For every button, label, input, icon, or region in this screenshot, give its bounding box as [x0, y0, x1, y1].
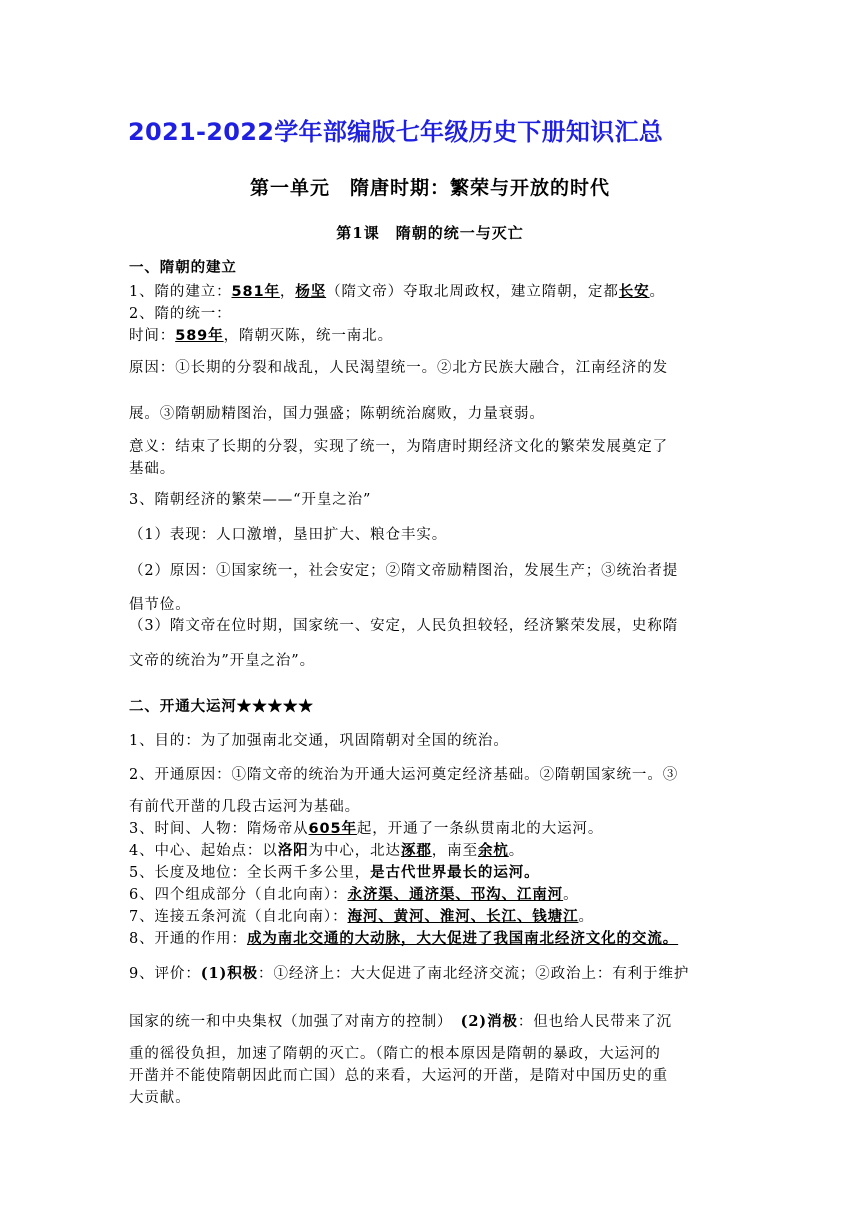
sec2-line-12: 重的徭役负担，加速了隋朝的灭亡。（隋亡的根本原因是隋朝的暴政，大运河的 [129, 1046, 661, 1062]
unit-title: 第一单元 隋唐时期：繁荣与开放的时代 [249, 177, 610, 199]
text: 。 [563, 887, 579, 903]
key-capital: 长安 [618, 283, 650, 300]
sec2-line-11 [129, 1011, 729, 1033]
text: 为中心，北达 [308, 843, 401, 859]
sec2-line-10 [129, 963, 729, 985]
text: 5、长度及地位：全长两千多公里， [129, 865, 371, 881]
sec2-line-7 [129, 884, 729, 906]
text: 时间： [129, 328, 176, 344]
sec2-line-4 [129, 818, 729, 840]
text: 。 [508, 843, 525, 859]
key-place: 涿郡 [400, 842, 432, 859]
sec2-line-5 [129, 840, 729, 862]
sec2-line-8 [129, 906, 729, 928]
section-1-heading: 一、隋朝的建立 [129, 259, 237, 276]
key-fact: 成为南北交通的大动脉，大大促进了我国南北经济文化的交流。 [246, 930, 679, 947]
sec1-line-7: 基础。 [129, 461, 176, 477]
key-place: 余杭 [477, 842, 509, 859]
text: （隋文帝）夺取北周政权，建立隋朝，定都 [326, 284, 619, 300]
key-term: (2)消极 [460, 1013, 518, 1030]
text: 。 [649, 284, 665, 300]
text: ：但也给人民带来了沉 [517, 1014, 672, 1030]
sec1-line-3 [129, 325, 729, 347]
text: 7、连接五条河流（自北向南）： [129, 909, 348, 925]
sec1-line-8: 3、隋朝经济的繁荣——“开皇之治” [129, 492, 372, 508]
text: 起，开通了一条纵贯南北的大运河。 [356, 821, 604, 837]
text: 6、四个组成部分（自北向南）： [129, 887, 348, 903]
text: 4、中心、起始点：以 [129, 843, 278, 859]
key-fact: 是古代世界最长的运河。 [370, 864, 540, 881]
sec1-line-11: 倡节俭。 [129, 597, 191, 613]
text: ，南至 [431, 843, 478, 859]
document-title: 2021-2022学年部编版七年级历史下册知识汇总 [128, 118, 664, 146]
sec1-line-9: （1）表现：人口激增，垦田扩大、粮仓丰实。 [129, 527, 448, 543]
text: ， [279, 284, 296, 300]
sec2-line-13: 开凿并不能使隋朝因此而亡国）总的来看，大运河的开凿，是隋对中国历史的重 [129, 1068, 668, 1084]
sec1-line-13: 文帝的统治为”开皇之治”。 [129, 653, 316, 669]
lesson-title: 第1课 隋朝的统一与灭亡 [336, 224, 524, 242]
key-year: 589年 [175, 328, 224, 344]
sec1-line-4: 原因：①长期的分裂和战乱，人民渴望统一。②北方民族大融合，江南经济的发 [129, 360, 668, 376]
key-fact: 永济渠、通济渠、邗沟、江南河 [347, 886, 564, 903]
text: 国家的统一和中央集权（加强了对南方的控制） [129, 1014, 461, 1030]
text: 8、开通的作用： [129, 931, 247, 947]
sec1-line-5: 展。③隋朝励精图治，国力强盛；陈朝统治腐败，力量衰弱。 [129, 406, 545, 422]
key-year: 581年 [231, 284, 280, 300]
text: 3、时间、人物：隋炀帝从 [129, 821, 309, 837]
sec2-line-2: 2、开通原因：①隋文帝的统治为开通大运河奠定经济基础。②隋朝国家统一。③ [129, 767, 679, 783]
sec1-line-10: （2）原因：①国家统一，社会安定；②隋文帝励精图治，发展生产；③统治者提 [129, 563, 679, 579]
text: 。 [578, 909, 594, 925]
sec2-line-9 [129, 928, 729, 950]
sec1-line-2: 2、隋的统一： [129, 306, 232, 322]
key-place: 洛阳 [277, 842, 309, 859]
text: ：①经济上：大大促进了南北经济交流；②政治上：有利于维护 [258, 966, 690, 982]
sec2-line-6 [129, 862, 729, 884]
key-year: 605年 [308, 821, 357, 837]
sec1-line-6: 意义：结束了长期的分裂，实现了统一，为隋唐时期经济文化的繁荣发展奠定了 [129, 439, 668, 455]
key-person: 杨坚 [295, 283, 327, 300]
text: 1、隋的建立： [129, 284, 232, 300]
key-term: (1)积极 [200, 965, 259, 982]
sec2-line-1: 1、目的：为了加强南北交通，巩固隋朝对全国的统治。 [129, 733, 509, 749]
sec2-line-14: 大贡献。 [129, 1090, 191, 1106]
sec1-line-1 [129, 281, 729, 303]
text: 9、评价： [129, 966, 201, 982]
sec1-line-12: （3）隋文帝在位时期，国家统一、安定，人民负担较轻，经济繁荣发展，史称隋 [129, 618, 679, 634]
section-2-heading: 二、开通大运河★★★★★ [129, 698, 314, 715]
key-fact: 海河、黄河、淮河、长江、钱塘江 [347, 908, 579, 925]
sec2-line-3: 有前代开凿的几段古运河为基础。 [129, 799, 360, 815]
text: ，隋朝灭陈，统一南北。 [223, 328, 393, 344]
